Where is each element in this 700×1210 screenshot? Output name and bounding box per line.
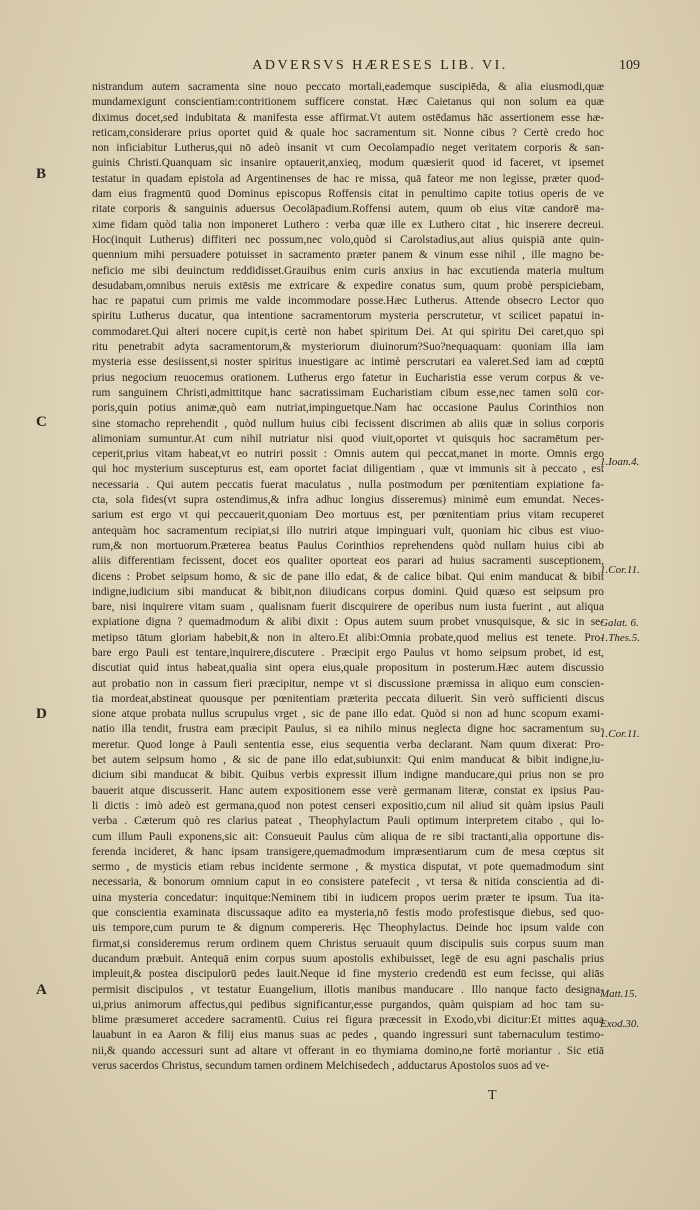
text-line: li dictis : imò adeò est germana,quod non potest censeri expositio,cum nil aliud sit quàm ipsius Pauli [92,799,604,812]
text-line: bare ergo Pauli est tentare,inquirere,discutere . Præcipit ergo Paulus vt homo seipsum probet, id est, [92,646,604,659]
text-line: dam eius fragmentū quod Dominus episcopus Roffensis citat in penultimo capite totius operis de ve [92,188,604,201]
text-line: firmat,si consideremus rerum ordinem quem Christus seruauit quum discipulis suis corpus suum man [92,937,604,950]
running-title: ADVERSVS HÆRESES LIB. VI. [252,58,508,73]
text-line: aliis differentiam fecissent, docet eos qualiter oporteat eos parari ad huius sacramenti susceptionem, [92,555,604,568]
text-line: sarium est ergo vt qui peccauerit,quoniam Deo mortuus est, per pœnitentiam prius vitam recuperet [92,509,604,522]
margin-note-ref: 1.Ioan.4. [600,456,640,468]
text-line: ritate corporis & sanguinis aduersus Oecolāpadium.Roffensi autem, quum ob eius vitæ candorē ma- [92,203,604,216]
text-line: rum sanguinem Christi,admittitque hanc sacratissimam Eucharistiam cibum esse,nec tamen solū cor- [92,386,604,399]
text-line: verus sacerdos Christus, secundum tamen ordinem Melchisedech , adductarus Apostolos suos ad ve- [92,1060,550,1072]
text-line: discutiat quid intus habeat,qualia sint opera eius,quale propositum in posterum.Hæc autem discussio [92,662,604,675]
text-line: uis tempore,cum purum te & dignum compereris. Hęc Theophylactus. Deinde hoc ipsum valde con [92,922,604,935]
text-line: ui,prius animorum affectus,qui pedibus significantur,esse purgandos, quàm quispiam ad hoc tam su- [92,998,604,1011]
text-line: poris,quin potius animæ,quò eam nutriat,impinguetque.Nam hac occasione Paulus Corinthios non [92,402,604,415]
text-line: alimoniam sumuntur.At cum nihil nutriatur nisi quod viuit,oportet vt quisquis hoc sacramētum per- [92,432,604,445]
text-line: sine stomacho reprehendit , quòd nullum huius cibi fecissent discrimen ab aliis quæ in solius corporis [92,417,604,430]
text-line: dicens : Probet seipsum homo, & sic de pane illo edat, & de calice bibat. Qui enim manducat & bibit [92,570,604,583]
main-text-block [92,80,604,1074]
text-line: bet autem seipsum homo , & sic de pane illo edat,subiunxit: Qui enim manducat & bibit indigne,iu- [92,754,604,767]
text-line: natio illa tendit, frustra eam præcipit Paulus, si ea nihilo minus neglecta digne hoc sacramentum su- [92,723,604,736]
text-line: guinis Christi.Quanquam sic insanire optauerit,anxieq, modum quæsierit quod id faceret, vt ipsemet [92,157,604,170]
text-line: diximus docet,sed indubitata & manifesta esse affirmat.Vt autem ostēdamus hāc assertionem esse hæ- [92,111,604,124]
text-line: commodaret.Qui alteri nocere cupit,is certè non habet spiritum Dei. At qui spiritu Dei caret,quo spi [92,325,604,338]
text-line: metipso tātum gloriam habebit,& non in altero.Et alibi:Omnia probate,quod melius est tenete. Pro- [92,631,604,644]
text-line: ceperit,prius vitam habeat,vt eo nutriri possit : Omnis autem qui peccat,manet in morte. Omnis ergo [92,448,604,461]
text-line: necessaria, & bonorum omnium caput in eo consistere patefecit , vt tersa & nitida conscientia ad di- [92,876,604,889]
text-line: quennium mihi persuadere potuisset in sacramento præter panem & vinum esse nihil , ille magno be- [92,249,604,262]
text-line: nii,& quando accessuri sunt ad altare vt offerant in eo thymiama domino,ne fortè moriantur . Sic etiā [92,1044,604,1057]
text-line: antequàm hoc sacramentum recipiat,si illo nutriri atque impinguari vult, quoniam hic cibus est viuo- [92,524,604,537]
text-line: Hoc(inquit Lutherus) diffiteri nec possum,nec volo,quòd si Carolstadius,aut alius quispiā ante quin- [92,233,604,246]
text-line: prius negocium reuocemus orationem. Lutherus ergo fatetur in Eucharistia esse verum corpus & ve- [92,371,604,384]
text-line: expiatione digna ? quemadmodum & alibi dixit : Opus autem suum probet vnusquisque, & sic in se- [92,616,604,629]
text-line: sermo , de mysticis etiam rebus incidente sermone , & mystica disputat, vt pote quemadmodum sint [92,861,604,874]
margin-note-ref: 1.Cor.11. [600,564,640,576]
text-line: impleuit,& postea discipulorū pedes lauit.Neque id fine mysterio credendū est eum fecisse, qui aliās [92,968,604,981]
text-line: mysteria esse desiissent,si noster spiritus inuestigare ac intimè perscrutari ea valeret.Sed iam ad cœptū [92,356,604,369]
text-line: nistrandum autem sacramenta sine nouo peccato mortali,eademque suscipiēda, & alia eiusmodi,quæ [92,81,604,93]
text-line: necessaria . Qui autem peccatis fuerat maculatus , nulla postmodum per pœnitentiam expiatione fa- [92,478,604,491]
text-line: lauabunt in ea Aaron & filij eius manus suas ac pedes , quando ingressuri sunt tabernaculum testimo- [92,1029,604,1042]
text-line: hac re papatui cum primis me valde incommodare posse.Hæc Lutherus. Attende obsecro Lector quo [92,295,604,308]
text-line: non inficiabitur Lutherus,qui nō adeò insanit vt cum Oecolampadio neget veritatem corporis & san- [92,142,604,155]
margin-note-ref: Exod.30. [600,1018,640,1030]
text-line: verba . Cæterum quò res clarius pateat , Theophylactum Pauli optimum interpretem citabo , qui lo- [92,815,604,828]
text-line: spiritu Lutherus ducatur, qua intentione sacramentorum mysteria perscrutetur, vt scilicet papatui in- [92,310,604,323]
margin-note-ref: Matt.15. [600,988,638,1000]
text-line: xime fidam quòd talia non imponeret Luthero : verba quæ ille ex Luthero citat , hic inserere decreui. [92,218,604,231]
text-line: aut probatio non in cassum fieri præcipitur, nempe vt si discussione præmissa in aliquo eum conscien- [92,677,604,690]
margin-note-ref: 1.Cor.11. [600,728,640,740]
margin-letter-c: C [36,414,47,430]
margin-note-ref: Galat. 6. [600,617,639,629]
text-line: mundamexigunt conscientiam:contritionem sufficere constat. Hæc Caietanus qui non solum ea quæ [92,96,604,109]
text-line: uina mysteria concedatur: inquitque:Neminem tibi in iudicem propos uerim præter te ipsum. Tua ita- [92,891,604,904]
margin-letter-b: B [36,166,47,182]
text-line: rum,& non mortuorum.Præterea beatus Paulus Corinthios reprehendens quòd nullam huius cibi ab [92,539,604,552]
page-number: 109 [619,58,640,73]
text-line: blime præsumeret accedere sacramentū. Cuius rei figura præcessit in Exodo,vbi dicitur:Et mittes aqua [92,1014,604,1027]
text-line: neficio me sibi deuinctum reddidisset.Grauibus enim curis anxius in hac excutienda materia multum [92,264,604,277]
margin-letter-a: A [36,982,47,998]
text-line: bauerit atque discusserit. Hanc autem expositionem esse verè germanam literæ, constat ex ipsius Pau- [92,784,604,797]
text-line: testatur in quadam epistola ad Argentinenses de hac re missa, quā fateor me non legisse, præter quod- [92,172,604,185]
text-line: cum illum Pauli exponens,sic ait: Consueuit Paulus cùm aliqua de re sibi tractanti,alia opportune dis- [92,830,604,843]
margin-letter-d: D [36,706,47,722]
signature-mark: T [488,1088,497,1103]
text-line: tia mordeat,abstineat quousque per pœnitentiam præterita peccata diluerit. Sin verò sufficienti discus [92,692,604,705]
text-line: permisit discipulos , vt testatur Euangelium, illotis manibus manducare . Illo nanque facto designa- [92,983,604,996]
text-line: bare, nisi inquirere vitam suam , qualisnam fuerit discquirere de operibus num iusta fuerint , aut aliqua [92,601,604,614]
text-line: indigne,iudicium sibi manducat & bibit,non diiudicans corpus domini. Quid quæso est seipsum pro [92,585,604,598]
text-line: sione atque probata nullus scrupulus vrget , sic de pane illo edat. Quòd si non ad hunc scopum exami- [92,708,604,721]
text-line: dicium sibi manducat & bibit. Quibus verbis expressit illum indigne manducare,qui prius non se pro [92,769,604,782]
text-line: ritu penetrabit adyta sacramentorum,& mysteriorum diuinorum?Suo?nequaquam: quoniam illa iam [92,341,604,354]
text-line: meretur. Quod longe à Pauli sententia esse, eius sequentia verba declarant. Nam quum dixerat: Pro- [92,738,604,751]
text-line: cta, sola fides(vt supra ostendimus,& infra adhuc longius disseremus) minimè eum emundat. Neces- [92,494,604,507]
margin-note-ref: 1.Thes.5. [600,632,641,644]
text-line: ferenda incideret, & hanc ipsam transigere,quemadmodum impræsentiarum cum de mesa cœptus sit [92,845,604,858]
text-line: reticam,considerare prius oportet quid & quale hoc sacramentum sit. Nonne cibus ? Certè credo hoc [92,126,604,139]
text-line: que conscientia examinata discussaque adito ea mysteria,nō festis modo profestisque diebus, sed quo- [92,907,604,920]
text-line: ducandum præbuit. Antequā enim corpus suum apostolis exhibuisset, legē de esu agni paschalis prius [92,952,604,965]
text-line: desudabam,omnibus neruis extēsis me extricare & expedire conatus sum, quum probè perspiciebam, [92,279,604,292]
text-line: qui hoc mysterium suscepturus est, eam oportet faciat diligentiam , quæ vt immunis sit à peccato , est [92,463,604,476]
